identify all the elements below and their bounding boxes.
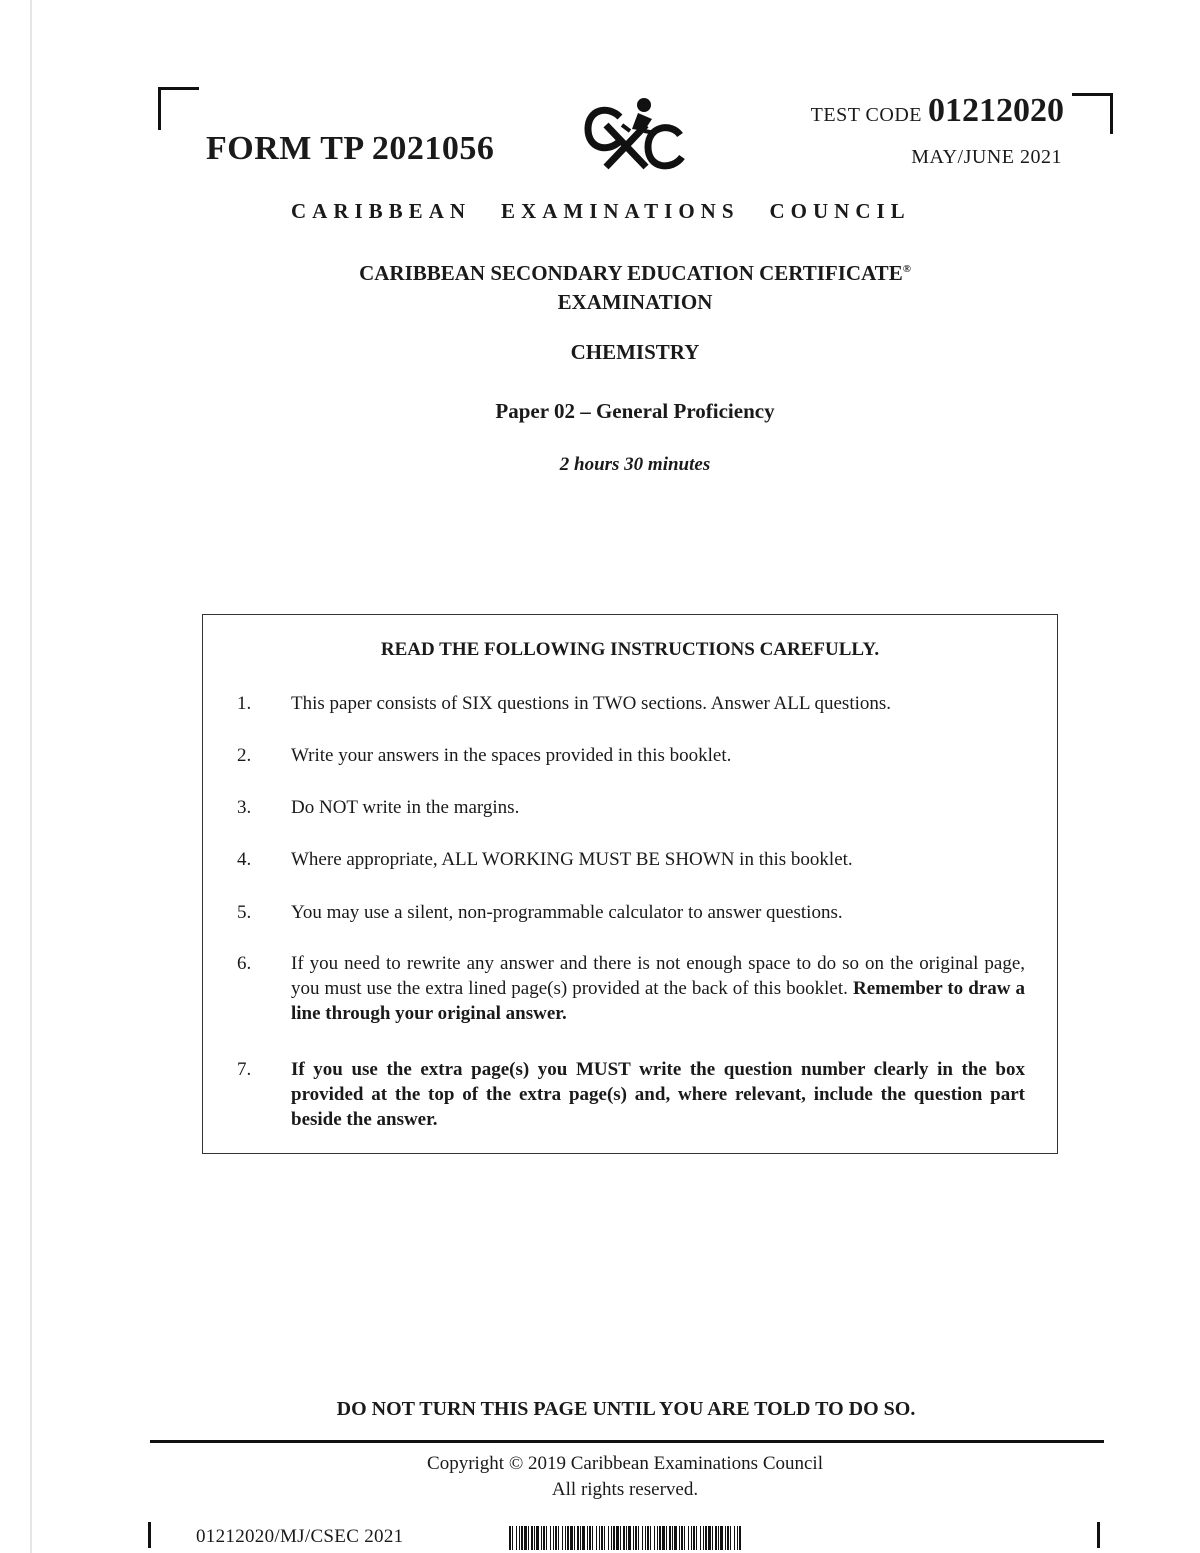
barcode-stripe bbox=[577, 1526, 579, 1550]
exam-duration: 2 hours 30 minutes bbox=[559, 454, 711, 475]
instruction-number: 7. bbox=[237, 1059, 252, 1080]
barcode-stripe bbox=[645, 1526, 646, 1550]
barcode-stripe bbox=[620, 1526, 621, 1550]
barcode-stripe bbox=[638, 1526, 639, 1550]
rights-line: All rights reserved. bbox=[551, 1479, 699, 1500]
barcode-stripe bbox=[737, 1526, 738, 1550]
barcode bbox=[509, 1526, 741, 1550]
barcode-stripe bbox=[509, 1526, 511, 1550]
instruction-text-bold: If you use the extra page(s) you MUST write the question number clearly in the box provided at the top of the extra page(s) and, where relevant, include the question part beside the answer. bbox=[291, 1059, 1025, 1130]
footer-paper-code: 01212020/MJ/CSEC 2021 bbox=[196, 1526, 404, 1547]
barcode-stripe bbox=[703, 1526, 704, 1550]
barcode-stripe bbox=[550, 1526, 551, 1550]
barcode-stripe bbox=[666, 1526, 667, 1550]
instruction-number: 1. bbox=[237, 693, 252, 714]
certificate-line-2: EXAMINATION bbox=[557, 290, 713, 314]
barcode-stripe bbox=[562, 1526, 563, 1550]
barcode-stripe bbox=[642, 1526, 643, 1550]
barcode-stripe bbox=[601, 1526, 603, 1550]
barcode-stripe bbox=[623, 1526, 625, 1550]
barcode-stripe bbox=[613, 1526, 615, 1550]
barcode-stripe bbox=[587, 1526, 588, 1550]
copyright-block bbox=[0, 1451, 1200, 1503]
barcode-stripe bbox=[654, 1526, 655, 1550]
barcode-stripe bbox=[582, 1526, 585, 1550]
instruction-number: 3. bbox=[237, 797, 252, 818]
barcode-stripe bbox=[633, 1526, 634, 1550]
barcode-stripe bbox=[662, 1526, 665, 1550]
instruction-text: Write your answers in the spaces provided in this booklet. bbox=[291, 745, 732, 766]
barcode-stripe bbox=[553, 1526, 554, 1550]
barcode-stripe bbox=[691, 1526, 692, 1550]
barcode-stripe bbox=[599, 1526, 600, 1550]
instruction-text-plain: If you need to rewrite any answer and there is not enough space to do so on the original page, you must use the extra lined page(s) provided at the back of this booklet. bbox=[291, 953, 1025, 999]
instruction-text: This paper consists of SIX questions in TWO sections. Answer ALL questions. bbox=[291, 693, 892, 714]
instruction-text-bold: Remember to draw a line through your original answer. bbox=[291, 978, 1026, 1024]
barcode-stripe bbox=[705, 1526, 707, 1550]
barcode-stripe bbox=[512, 1526, 513, 1550]
barcode-stripe bbox=[558, 1526, 559, 1550]
barcode-stripe bbox=[730, 1526, 731, 1550]
barcode-stripe bbox=[534, 1526, 535, 1550]
barcode-stripe bbox=[580, 1526, 581, 1550]
barcode-stripe bbox=[574, 1526, 575, 1550]
form-code: FORM TP 2021056 bbox=[206, 130, 495, 167]
footer-bar-right bbox=[1097, 1522, 1100, 1548]
barcode-stripe bbox=[734, 1526, 735, 1550]
instruction-text: Do NOT write in the margins. bbox=[291, 797, 520, 818]
barcode-stripe bbox=[611, 1526, 612, 1550]
barcode-stripe bbox=[674, 1526, 677, 1550]
barcode-stripe bbox=[693, 1526, 695, 1550]
certificate-title bbox=[0, 255, 1200, 317]
copyright-line: Copyright © 2019 Caribbean Examinations Council bbox=[427, 1453, 823, 1474]
council-word-3: COUNCIL bbox=[769, 199, 911, 223]
barcode-stripe bbox=[681, 1526, 683, 1550]
barcode-stripe bbox=[715, 1526, 717, 1550]
barcode-stripe bbox=[725, 1526, 726, 1550]
registered-mark: ® bbox=[902, 263, 911, 275]
exam-session: MAY/JUNE 2021 bbox=[911, 146, 1062, 168]
barcode-stripe bbox=[596, 1526, 597, 1550]
barcode-stripe bbox=[616, 1526, 619, 1550]
barcode-stripe bbox=[626, 1526, 627, 1550]
barcode-stripe bbox=[659, 1526, 661, 1550]
barcode-stripe bbox=[519, 1526, 520, 1550]
barcode-stripe bbox=[608, 1526, 609, 1550]
barcode-stripe bbox=[604, 1526, 605, 1550]
subject-title: CHEMISTRY bbox=[570, 340, 700, 364]
barcode-stripe bbox=[536, 1526, 539, 1550]
instructions-heading: READ THE FOLLOWING INSTRUCTIONS CAREFULLY. bbox=[380, 639, 880, 660]
instruction-number: 6. bbox=[237, 953, 252, 974]
instruction-number: 5. bbox=[237, 902, 252, 923]
footer-bar-left bbox=[148, 1522, 151, 1548]
barcode-stripe bbox=[555, 1526, 557, 1550]
instructions-box bbox=[202, 614, 1058, 1154]
council-word-2: EXAMINATIONS bbox=[501, 199, 740, 223]
barcode-stripe bbox=[657, 1526, 658, 1550]
barcode-stripe bbox=[531, 1526, 533, 1550]
barcode-stripe bbox=[516, 1526, 517, 1550]
paper-title: Paper 02 – General Proficiency bbox=[495, 399, 775, 423]
barcode-stripe bbox=[708, 1526, 711, 1550]
corner-mark-top-left bbox=[158, 87, 199, 130]
corner-mark-top-right bbox=[1072, 93, 1113, 134]
instruction-text: Where appropriate, ALL WORKING MUST BE SHOWN in this booklet. bbox=[291, 849, 853, 870]
barcode-stripe bbox=[521, 1526, 523, 1550]
scan-edge-line bbox=[30, 0, 32, 1553]
footer-rule bbox=[150, 1440, 1104, 1443]
barcode-stripe bbox=[635, 1526, 637, 1550]
barcode-stripe bbox=[739, 1526, 741, 1550]
barcode-stripe bbox=[688, 1526, 689, 1550]
council-word-1: CARIBBEAN bbox=[291, 199, 472, 223]
instruction-text bbox=[291, 951, 1025, 1026]
test-code-block bbox=[811, 92, 1064, 130]
certificate-line-1: CARIBBEAN SECONDARY EDUCATION CERTIFICATE bbox=[359, 261, 903, 285]
test-code-label: TEST CODE bbox=[810, 104, 922, 126]
barcode-stripe bbox=[570, 1526, 573, 1550]
barcode-stripe bbox=[565, 1526, 566, 1550]
barcode-stripe bbox=[696, 1526, 697, 1550]
barcode-stripe bbox=[524, 1526, 527, 1550]
do-not-turn-warning: DO NOT TURN THIS PAGE UNTIL YOU ARE TOLD TO DO SO. bbox=[336, 1398, 916, 1420]
barcode-stripe bbox=[541, 1526, 542, 1550]
barcode-stripe bbox=[589, 1526, 591, 1550]
council-name bbox=[291, 199, 911, 224]
barcode-stripe bbox=[727, 1526, 729, 1550]
barcode-stripe bbox=[700, 1526, 701, 1550]
test-code-number: 01212020 bbox=[928, 92, 1064, 129]
barcode-stripe bbox=[720, 1526, 723, 1550]
barcode-stripe bbox=[669, 1526, 671, 1550]
barcode-stripe bbox=[672, 1526, 673, 1550]
cxc-logo bbox=[582, 95, 690, 175]
barcode-stripe bbox=[567, 1526, 569, 1550]
barcode-stripe bbox=[647, 1526, 649, 1550]
barcode-stripe bbox=[718, 1526, 719, 1550]
instruction-number: 2. bbox=[237, 745, 252, 766]
instruction-text bbox=[291, 1057, 1025, 1132]
barcode-stripe bbox=[546, 1526, 547, 1550]
instruction-text: You may use a silent, non-programmable calculator to answer questions. bbox=[291, 902, 843, 923]
barcode-stripe bbox=[684, 1526, 685, 1550]
barcode-stripe bbox=[679, 1526, 680, 1550]
barcode-stripe bbox=[592, 1526, 593, 1550]
barcode-stripe bbox=[628, 1526, 631, 1550]
barcode-stripe bbox=[712, 1526, 713, 1550]
instruction-number: 4. bbox=[237, 849, 252, 870]
barcode-stripe bbox=[528, 1526, 529, 1550]
barcode-stripe bbox=[650, 1526, 651, 1550]
barcode-stripe bbox=[543, 1526, 545, 1550]
